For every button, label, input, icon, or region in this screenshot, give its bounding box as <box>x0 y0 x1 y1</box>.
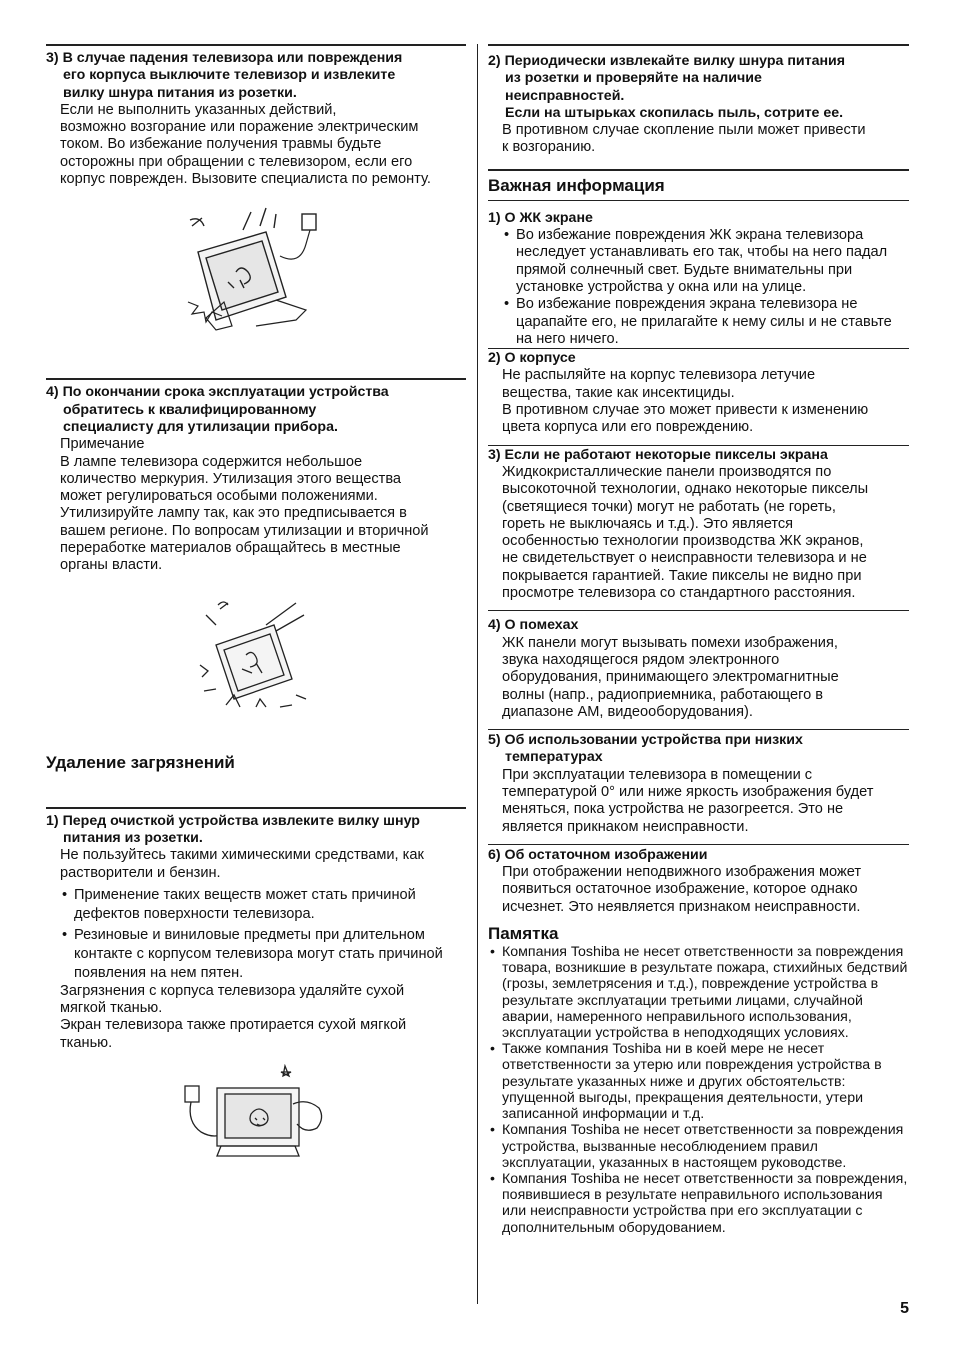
lcd-bullets <box>488 227 909 348</box>
afterimage-body: При отображении неподвижного изображения может появиться остаточное изображение, которое однако исчезнет. Это неявляется признаком неисправности. <box>502 864 862 915</box>
left-column <box>46 44 466 1164</box>
list-item: • Во избежание повреждения экрана телевизора не царапайте его, не прилагайте к нему силы и не ставьте на него ничего. <box>502 296 909 348</box>
list-item: • Компания Toshiba не несет ответственности за повреждения товара, возникшие в результате пожара, стихийных бедствий (грозы, землетрясения и т.д.), повреждение устройства в результате эксплуатации третьими лицами, случайной аварии, намеренного неправильного использования, эксплуатации устройства в неподходящих условиях. <box>488 944 909 1041</box>
cleaning-title: Удаление загрязнений <box>46 752 235 772</box>
clean-1-heading: 1) Перед очисткой устройства извлеките вилку шнур питания из розетки. <box>46 812 420 846</box>
page-number: 5 <box>900 1300 909 1317</box>
interference-body: ЖК панели могут вызывать помехи изображения, звука находящегося рядом электронного оборудования, принимающего электромагнитные волны (напр., радиоприемника, работающего в диапазоне АМ, видеооборудования). <box>502 634 839 720</box>
item-2-heading: 2) Периодически извлекайте вилку шнура питания из розетки и проверяйте на наличие неисправностей. Если на штырьках скопилась пыль, сотрите ее. <box>488 53 846 121</box>
pixels-heading: 3) Если не работают некоторые пикселы экрана <box>488 446 828 463</box>
afterimage-heading: 6) Об остаточном изображении <box>488 846 708 863</box>
memo-bullets <box>488 944 909 1236</box>
item-2-body: В противном случае скопление пыли может привести к возгоранию. <box>502 122 866 156</box>
broken-tv-illustration <box>196 595 316 715</box>
memo-title: Памятка <box>488 924 559 944</box>
item-3-heading: 3) В случае падения телевизора или повреждения его корпуса выключите телевизор и извлеките вилку шнура питания из розетки. <box>46 50 403 101</box>
list-item: • Компания Toshiba не несет ответственности за повреждения устройства, вызванные несоблюдением правил эксплуатации, указанных в настоящем руководстве. <box>488 1122 909 1171</box>
list-item: • Применение таких веществ может стать причиной дефектов поверхности телевизора. <box>60 886 466 924</box>
clean-1-body-top: Не пользуйтесь такими химическими средствами, как растворители и бензин. <box>60 847 424 881</box>
list-item: • Резиновые и виниловые предметы при длительном контакте с корпусом телевизора могут стать причиной появления на нем пятен. <box>60 926 466 983</box>
cleaning-tv-illustration <box>181 1064 331 1164</box>
clean-1-body-bottom: Загрязнения с корпуса телевизора удаляйте сухой мягкой тканью. Экран телевизора также протирается сухой мягкой тканью. <box>60 982 407 1051</box>
list-item: • Во избежание повреждения ЖК экрана телевизора неследует устанавливать его так, чтобы на него падал прямой солнечный свет. Будьте внимательны при установке устройства у окна или на улице. <box>502 227 909 296</box>
lowtemp-heading: 5) Об использовании устройства при низких температурах <box>488 732 803 766</box>
item-4-heading: 4) По окончании срока эксплуатации устройства обратитесь к квалифицированному специалисту для утилизации прибора. <box>46 384 389 435</box>
important-title: Важная информация <box>488 175 665 195</box>
list-item: • Компания Toshiba не несет ответственности за повреждения, появившиеся в результате неправильного использования или неисправности устройства при его эксплуатации с дополнительным оборудованием. <box>488 1171 909 1236</box>
lcd-heading: 1) О ЖК экране <box>488 209 593 226</box>
item-4-body: Примечание В лампе телевизора содержится небольшое количество меркурия. Утилизация этого вещества может регулироваться особыми положениями. Утилизируйте лампу так, как это предписывается в вашем регионе. По вопросам утилизации и вторичной переработке материалов обращайтесь в местные органы власти. <box>60 436 429 574</box>
item-3-body: Если не выполнить указанных действий, возможно возгорание или поражение электрическим током. Во избежание получения травмы будьте осторожны при обращении с телевизором, если его корпус поврежден. Вызовите специалиста по ремонту. <box>60 101 431 188</box>
falling-tv-illustration <box>176 202 336 332</box>
clean-1-bullets <box>46 886 466 983</box>
cabinet-body: Не распыляйте на корпус телевизора летучие вещества, такие как инсектициды. В противном случае это может привести к изменению цвета корпуса или его повреждению. <box>502 367 869 436</box>
lowtemp-body: При эксплуатации телевизора в помещении с температурой 0° или ниже яркость изображения будет меняться, пока устройства не разогреется. Это не является прикнаком неисправности. <box>502 766 874 835</box>
column-divider <box>477 44 478 1304</box>
cabinet-heading: 2) О корпусе <box>488 350 576 367</box>
pixels-body: Жидкокристаллические панели производятся по высокоточной технологии, однако некоторые пикселы (светящиеся точки) могут не работать (не гореть, гореть не выключаясь и т.д.). Это является особенностью технологии производства ЖК экранов, не свидетельствует о неисправности телевизора и не покрывается гарантией. Такие пикселы не видно при просмотре телевизора со стандартного расстояния. <box>502 463 869 602</box>
right-column <box>488 44 909 1236</box>
list-item: • Также компания Toshiba ни в коей мере не несет ответственности за утерю или повреждения устройства в результате указанных ниже и других обстоятельств: упущенной выгоды, прекращения деятельности, утери записанной информации и т.д. <box>488 1041 909 1122</box>
interference-heading: 4) О помехах <box>488 617 579 634</box>
